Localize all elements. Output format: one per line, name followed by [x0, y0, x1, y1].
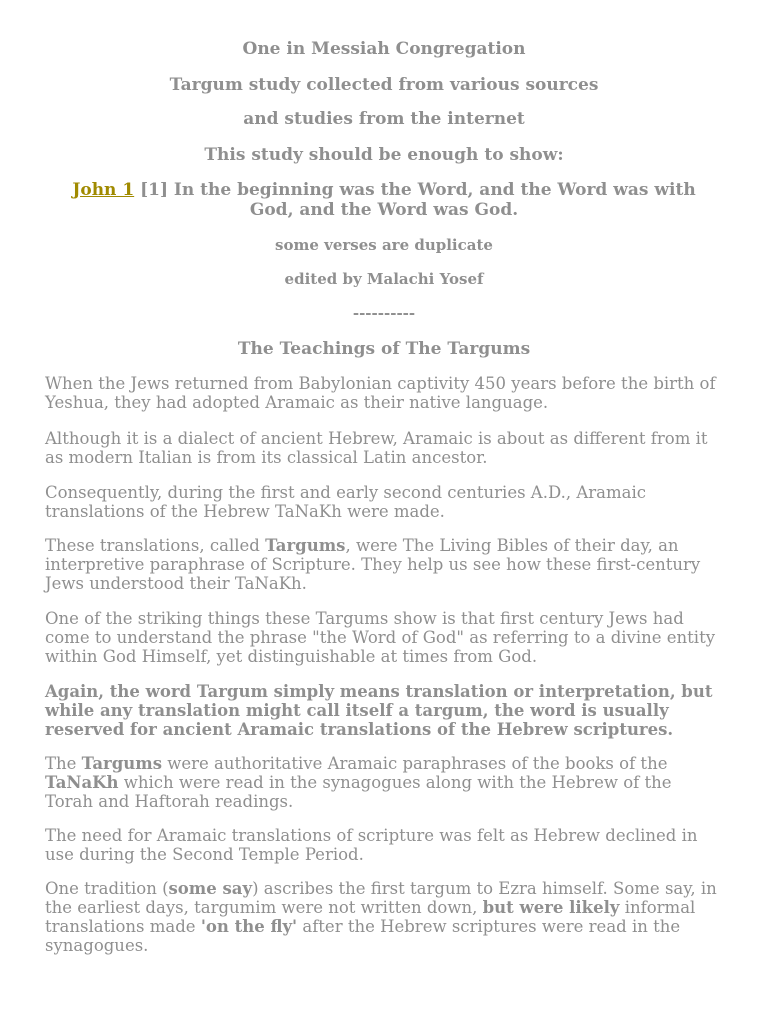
- paragraph-9-bold-some-say: some say: [168, 879, 253, 898]
- paragraph-4: [45, 536, 723, 593]
- paragraph-9-bold-likely: but were likely: [482, 898, 620, 917]
- paragraph-7-text-e: which were read in the synagogues along with the Hebrew of the Torah and Haftorah readings.: [45, 773, 672, 811]
- paragraph-1: When the Jews returned from Babylonian captivity 450 years before the birth of Yeshua, they had adopted Aramaic as their native language.: [45, 374, 716, 412]
- paragraph-4-bold-targums: Targums: [265, 536, 346, 555]
- congregation-title: One in Messiah Congregation: [242, 39, 526, 59]
- paragraph-7-bold-targums: Targums: [81, 754, 163, 773]
- editor-credit: edited by Malachi Yosef: [284, 270, 484, 288]
- paragraph-7: [45, 754, 723, 811]
- duplicate-note: some verses are duplicate: [275, 236, 493, 254]
- paragraph-6: Again, the word Targum simply means translation or interpretation, but while any translation might call itself a targum, the word is usually reserved for ancient Aramaic translations of the Hebrew scriptures.: [45, 682, 713, 739]
- verse-quote: [55, 180, 713, 220]
- paragraph-9-text-c: ) ascribes the first targum to Ezra himself. Some say, in the earliest days, targumim were not written down,: [45, 879, 717, 917]
- paragraph-7-bold-tanakh: TaNaKh: [45, 773, 119, 792]
- subtitle-line-2: and studies from the internet: [243, 109, 525, 129]
- paragraph-4-text-c: , were The Living Bibles of their day, an interpretive paraphrase of Scripture. They help us see how these first-century Jews understood their TaNaKh.: [45, 536, 701, 593]
- verse-link[interactable]: John 1: [72, 180, 135, 200]
- paragraph-2: Although it is a dialect of ancient Hebrew, Aramaic is about as different from it as modern Italian is from its classical Latin ancestor.: [45, 429, 708, 467]
- paragraph-7-text-c: were authoritative Aramaic paraphrases of the books of the: [162, 754, 668, 773]
- paragraph-5: One of the striking things these Targums show is that first century Jews had come to understand the phrase "the Word of God" as referring to a divine entity within God Himself, yet distinguishable at times from God.: [45, 609, 716, 666]
- paragraph-8: The need for Aramaic translations of scripture was felt as Hebrew declined in use during the Second Temple Period.: [45, 826, 698, 864]
- paragraph-9-text-a: One tradition (: [45, 879, 169, 898]
- paragraph-9-bold-on-the-fly: 'on the fly': [200, 917, 298, 936]
- paragraph-4-text-a: These translations, called: [45, 536, 266, 555]
- divider-line: ----------: [352, 304, 416, 322]
- paragraph-3: Consequently, during the first and early second centuries A.D., Aramaic translations of the Hebrew TaNaKh were made.: [45, 483, 646, 521]
- verse-text: [1] In the beginning was the Word, and the Word was with God, and the Word was God.: [134, 180, 696, 220]
- paragraph-9: [45, 879, 723, 955]
- paragraph-9-text-g: after the Hebrew scriptures were read in the synagogues.: [45, 917, 681, 955]
- intro-line: This study should be enough to show:: [204, 145, 564, 165]
- paragraph-7-text-a: The: [45, 754, 82, 773]
- paragraph-9-text-e: informal translations made: [45, 898, 696, 936]
- section-title: The Teachings of The Targums: [237, 339, 531, 359]
- subtitle-line-1: Targum study collected from various sources: [169, 75, 599, 95]
